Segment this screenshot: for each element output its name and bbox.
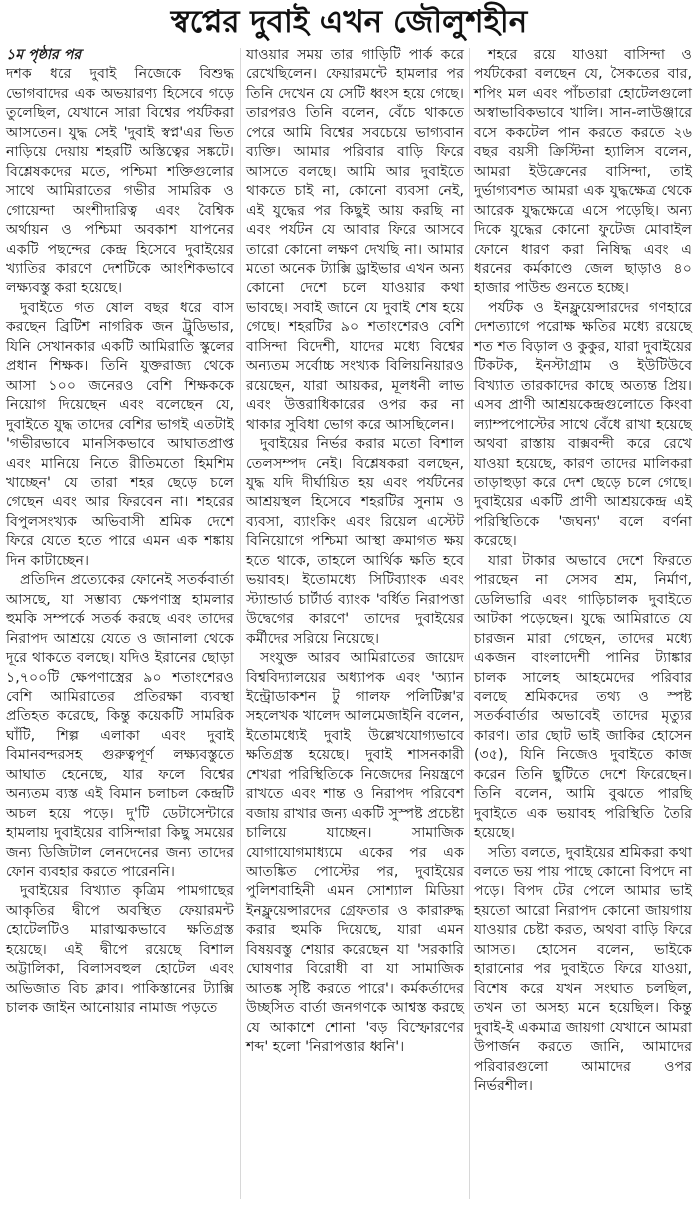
column-divider: [469, 48, 470, 1199]
paragraph: পর্যটক ও ইনফ্লুয়েন্সারদের গণহারে দেশত্যাগে পরোক্ষ ক্ষতির মধ্যে রয়েছে শত শত বিড়াল ও কুকুর, যারা দুবাইয়ের টিকটক, ইনস্টাগ্রাম ও ইউটিউবে বিখ্যাত তারকাদের কাছে অত্যন্ত প্রিয়। এসব প্রাণী আশ্রয়কেন্দ্রগুলোতে কিংবা ল্যাম্পপোস্টের সাথে বেঁধে রাখা হয়েছে অথবা রাস্তায় বাক্সবন্দী করে রেখে যাওয়া হয়েছে, কারণ তাদের মালিকরা তাড়াহুড়া করে দেশ ছেড়ে চলে গেছে। দুবাইয়ের একটি প্রাণী আশ্রয়কেন্দ্র এই পরিস্থিতিকে 'জঘন্য' বলে বর্ণনা করেছে।: [474, 299, 692, 550]
paragraph: সংযুক্ত আরব আমিরাতের জায়েদ বিশ্ববিদ্যালয়ের অধ্যাপক এবং 'অ্যান ইন্ট্রোডাকশন টু গালফ পলিটিক্স'র সহলেখক খালেদ আলমেজাইনি বলেন, ইতোমধ্যেই দুবাই উল্লেখযোগ্যভাবে ক্ষতিগ্রস্ত হয়েছে। দুবাই শাসনকারী শেখরা পরিস্থিতিকে নিজেদের নিয়ন্ত্রণে রাখতে এবং শান্ত ও নিরাপদ পরিবেশ বজায় রাখার জন্য একটি সুস্পষ্ট প্রচেষ্টা চালিয়ে যাচ্ছেন। সামাজিক যোগাযোগমাধ্যমে একের পর এক আতঙ্কিত পোস্টের পর, দুবাইয়ের পুলিশবাহিনী এমন সোশ্যাল মিডিয়া ইনফ্লুয়েন্সারদের গ্রেফতার ও কারারুদ্ধ করার হুমকি দিয়েছে, যারা এমন বিষয়বস্তু শেয়ার করেছেন যা 'সরকারি ঘোষণার বিরোধী বা যা সামাজিক আতঙ্ক সৃষ্টি করতে পারে'। কর্মকর্তাদের উচ্ছসিত বার্তা জনগণকে আশ্বস্ত করছে যে আকাশে শোনা 'বড় বিস্ফোরণের শব্দ' হলো 'নিরাপত্তার ধ্বনি'।: [246, 650, 464, 1056]
paragraph: যাওয়ার সময় তার গাড়িটি পার্ক করে রেখেছিলেন। ফেয়ারমন্টে হামলার পর তিনি দেখেন যে সেটি ধ্বংস হয়ে গেছে। তারপরও তিনি বলেন, বেঁচে থাকতে পেরে আমি বিশ্বের সবচেয়ে ভাগ্যবান ব্যক্তি। আমার পরিবার বাড়ি ফিরে আসতে বলছে। আমি আর দুবাইতে থাকতে চাই না, কোনো ব্যবসা নেই, এই যুদ্ধের পর কিছুই আয় করছি না এবং পর্যটন যে আবার ফিরে আসবে তারো কোনো লক্ষণ দেখছি না। আমার মতো অনেক ট্যাক্সি ড্রাইভার এখন অন্য কোনো দেশে চলে যাওয়ার কথা ভাবছে। সবাই জানে যে দুবাই শেষ হয়ে গেছে। শহরটির ৯০ শতাংশেরও বেশি বাসিন্দা বিদেশী, যাদের মধ্যে বিশ্বের অন্যতম সর্বোচ্চ সংখ্যক বিলিয়নিয়ারও রয়েছেন, যারা আয়কর, মূলধনী লাভ এবং উত্তরাধিকারের ওপর কর না থাকার সুবিধা ভোগ করে আসছিলেন।: [246, 47, 464, 433]
paragraph: যারা টাকার অভাবে দেশে ফিরতে পারছেন না সেসব শ্রম, নির্মাণ, ডেলিভারি এবং গাড়িচালক দুবাইতে আটকা পড়েছেন। যুদ্ধে আমিরাতে যে চারজন মারা গেছেন, তাদের মধ্যে একজন বাংলাদেশী পানির ট্যাঙ্কার চালক সালেহ আহমেদের পরিবার বলছে শ্রমিকদের তথ্য ও স্পষ্ট সতর্কবার্তার অভাবেই তাদের মৃত্যুর কারণ। তার ছোট ভাই জাকির হোসেন (৩৫), যিনি নিজেও দুবাইতে কাজ করেন তিনি ছুটিতে দেশে ফিরেছেন। তিনি বলেন, আমি বুঝতে পারছি দুবাইতে এক ভয়াবহ পরিস্থিতি তৈরি হয়েছে।: [474, 552, 692, 842]
paragraph: দুবাইতে গত ষোল বছর ধরে বাস করছেন ব্রিটিশ নাগরিক জন ট্রুডিভার, যিনি সেখানকার একটি আমিরাতি স্কুলের প্রধান শিক্ষক। তিনি যুক্তরাজ্য থেকে আসা ১০০ জনেরও বেশি শিক্ষককে নিয়োগ দিয়েছেন এবং বলেছেন যে, দুবাইতে যুদ্ধ তাদের বেশির ভাগই এতটাই 'গভীরভাবে মানসিকভাবে আঘাতপ্রাপ্ত এবং মানিয়ে নিতে রীতিমতো হিমশিম খাচ্ছেন' যে তারা শহর ছেড়ে চলে গেছেন এবং আর ফিরবেন না। শহরের বিপুলসংখ্যক অভিবাসী শ্রমিক দেশে ফিরে যেতে হতে পারে এমন এক শঙ্কায় দিন কাটাচ্ছেন।: [6, 299, 234, 569]
headline: স্বপ্নের দুবাই এখন জৌলুশহীন: [170, 4, 528, 40]
paragraph: দশক ধরে দুবাই নিজেকে বিশুদ্ধ ভোগবাদের এক অভয়ারণ্য হিসেবে গড়ে তুলেছিল, যেখানে সারা বিশ্বের পর্যটকরা আসতেন। যুদ্ধ সেই 'দুবাই স্বপ্ন'এর ভিত নাড়িয়ে দেয়ায় শহরটি অস্তিত্বের সঙ্কটে। বিশ্লেষকদের মতে, পশ্চিমা শক্তিগুলোর সাথে আমিরাতের গভীর সামরিক ও গোয়েন্দা অংশীদারিত্ব এবং বৈশ্বিক অর্থায়ন ও পশ্চিমা অবকাশ যাপনের একটি পছন্দের কেন্দ্র হিসেবে দুবাইয়ের খ্যাতির কারণে দেশটিকে আংশিকভাবে লক্ষ্যবস্তু করা হয়েছে।: [6, 66, 234, 297]
article-column-1: [6, 46, 234, 1019]
paragraph: দুবাইয়ের বিখ্যাত কৃত্রিম পামগাছের আকৃতির দ্বীপে অবস্থিত ফেয়ারমন্ট হোটেলটিও মারাত্মকভাবে ক্ষতিগ্রস্ত হয়েছে। এই দ্বীপে রয়েছে বিশাল অট্টালিকা, বিলাসবহুল হোটেল এবং অভিজাত বিচ ক্লাব। পাকিস্তানের ট্যাক্সি চালক জাইন আনোয়ার নামাজ পড়তে: [6, 883, 234, 1017]
paragraph: সত্যি বলতে, দুবাইয়ের শ্রমিকরা কথা বলতে ভয় পায় পাছে কোনো বিপদে না পড়ে। বিপদ টের পেলে আমার ভাই হয়তো আরো নিরাপদ কোনো জায়গায় যাওয়ার চেষ্টা করত, অথবা বাড়ি ফিরে আসত। হোসেন বলেন, ভাইকে হারানোর পর দুবাইতে ফিরে যাওয়া, বিশেষ করে যখন সংঘাত চলছিল, তখন তা অসহ্য মনে হয়েছিল। কিন্তু দুবাই-ই একমাত্র জায়গা যেখানে আমরা উপার্জন করতে জানি, আমাদের পরিবারগুলো আমাদের ওপর নির্ভরশীল।: [474, 844, 692, 1095]
article-column-2: [246, 46, 464, 1058]
article-column-3: [474, 46, 692, 1096]
paragraph: প্রতিদিন প্রত্যেকের ফোনেই সতর্কবার্তা আসছে, যা সম্ভাব্য ক্ষেপণাস্ত্র হামলার হুমকি সম্পর্কে সতর্ক করছে এবং তাদের নিরাপদ আশ্রয়ে যেতে ও জানালা থেকে দূরে থাকতে বলছে। যদিও ইরানের ছোড়া ১,৭০০টি ক্ষেপণাস্ত্রের ৯০ শতাংশেরও বেশি আমিরাতের প্রতিরক্ষা ব্যবস্থা প্রতিহত করেছে, কিন্তু কয়েকটি সামরিক ঘাঁটি, শিল্প এলাকা এবং দুবাই বিমানবন্দরসহ গুরুত্বপূর্ণ লক্ষ্যবস্তুতে আঘাত হেনেছে, যার ফলে বিশ্বের অন্যতম ব্যস্ত এই বিমান চলাচল কেন্দ্রটি অচল হয়ে পড়ে। দু'টি ডেটাসেন্টারে হামলায় দুবাইয়ের বাসিন্দারা কিছু সময়ের জন্য ডিজিটাল লেনদেনের জন্য তাদের ফোন ব্যবহার করতে পারেননি।: [6, 572, 234, 881]
column-divider: [240, 48, 241, 1199]
paragraph: দুবাইয়ের নির্ভর করার মতো বিশাল তেলসম্পদ নেই। বিশ্লেষকরা বলছেন, যুদ্ধ যদি দীর্ঘায়িত হয় এবং পর্যটনের আশ্রয়স্থল হিসেবে শহরটির সুনাম ও ব্যবসা, ব্যাংকিং এবং রিয়েল এস্টেট বিনিয়োগে পশ্চিমা আস্থা ক্রমাগত ক্ষয় হতে থাকে, তাহলে আর্থিক ক্ষতি হবে ভয়াবহ। ইতোমধ্যে সিটিব্যাংক এবং স্ট্যান্ডার্ড চার্টার্ড ব্যাংক 'বর্ধিত নিরাপত্তা উদ্বেগের কারণে' তাদের দুবাইয়ের কর্মীদের সরিয়ে নিয়েছে।: [246, 436, 464, 647]
continued-from-label: ১ম পৃষ্ঠার পর: [6, 47, 82, 63]
paragraph: শহরে রয়ে যাওয়া বাসিন্দা ও পর্যটকেরা বলছেন যে, সৈকতের বার, শপিং মল এবং পাঁচতারা হোটেলগুলো অস্বাভাবিকভাবে খালি। সান-লাউঞ্জারে বসে ককটেল পান করতে করতে ২৬ বছর বয়সী ক্রিস্টিনা হ্যালিস বলেন, আমরা ইউক্রেনের বাসিন্দা, তাই দুর্ভাগ্যবশত আমরা এক যুদ্ধক্ষেত্র থেকে আরেক যুদ্ধক্ষেত্রে এসে পড়েছি। অন্য দিকে যুদ্ধের কোনো ফুটেজ মোবাইল ফোনে ধারণ করা নিষিদ্ধ এবং এ ধরনের কর্মকাণ্ডে জেল ছাড়াও ৪০ হাজার পাউন্ড গুনতে হচ্ছে।: [474, 47, 692, 297]
